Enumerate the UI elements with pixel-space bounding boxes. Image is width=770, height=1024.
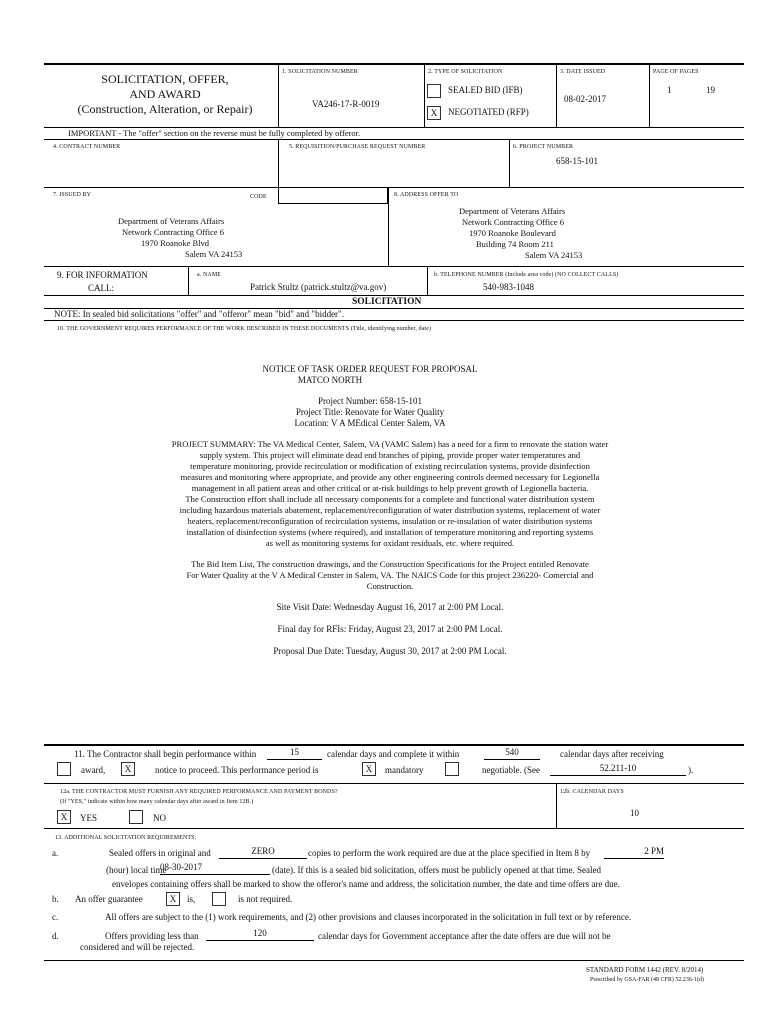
- solicitation-number-label: 1. SOLICITATION NUMBER: [282, 69, 358, 75]
- address-line4: Building 74 Room 211: [476, 239, 554, 249]
- divider: [424, 63, 425, 127]
- for-information-label: 9. FOR INFORMATION: [57, 270, 148, 280]
- code-label: CODE: [250, 194, 267, 200]
- divider: [44, 828, 744, 829]
- telephone-number: 540-983-1048: [483, 282, 534, 292]
- item-b-text1: An offer guarantee: [75, 894, 143, 904]
- divider: [509, 139, 510, 187]
- divider: [44, 139, 744, 140]
- date-issued-label: 3. DATE ISSUED: [560, 69, 606, 75]
- divider: [44, 783, 744, 784]
- project-number-text: Project Number: 658-15-101: [318, 396, 422, 406]
- sealed-bid-label: SEALED BID (IFB): [448, 85, 523, 95]
- requisition-number-label: 5. REQUISITION/PURCHASE REQUEST NUMBER: [289, 144, 426, 150]
- issued-by-line4: Salem VA 24153: [185, 249, 243, 259]
- rfi-date: Final day for RFIs: Friday, August 23, 2017 at 2:00 PM Local.: [277, 624, 503, 634]
- location-text: Location: V A MEdical Center Salem, VA: [294, 418, 446, 428]
- box10-label: 10. THE GOVERNMENT REQUIRES PERFORMANCE OF THE WORK DESCRIBED IN THESE DOCUMENTS (Title, identifying number, date): [57, 326, 432, 332]
- address-line3: 1970 Roanoke Boulevard: [469, 228, 556, 238]
- notice-subtitle: MATCO NORTH: [297, 375, 363, 385]
- divider: [278, 63, 279, 127]
- divider: [44, 320, 744, 321]
- site-visit-date: Site Visit Date: Wednesday August 16, 2017 at 2:00 PM Local.: [276, 602, 504, 612]
- bid-items-paragraph: The Bid Item List, The construction drawings, and the Construction Specifications for the Project entitled Renovate For Water Quality at the V A Medical Censter in Salem, VA. The NAICS Code for this project 236220- Comercial and Construction.: [186, 559, 594, 591]
- item-c-letter: c.: [52, 912, 59, 922]
- address-offer-label: 8. ADDRESS OFFER TO: [394, 192, 459, 198]
- date-issued: 08-02-2017: [564, 94, 606, 104]
- issued-by-label: 7. ISSUED BY: [53, 192, 92, 198]
- see-clause-reference[interactable]: 52.211-10: [550, 763, 686, 776]
- proposal-due-date: Proposal Due Date: Tuesday, August 30, 2017 at 2:00 PM Local.: [273, 646, 507, 656]
- box11-blank-checkbox[interactable]: [57, 762, 71, 776]
- item-a-text3: (hour) local time: [106, 865, 167, 875]
- address-line5: Salem VA 24153: [525, 250, 583, 260]
- contact-name: Patrick Stultz (patrick.stultz@va.gov): [250, 282, 387, 292]
- acceptance-days-field[interactable]: 120: [206, 928, 314, 941]
- negotiable-label: negotiable. (See: [482, 765, 540, 775]
- box11-close: ).: [688, 765, 694, 775]
- address-line1: Department of Veterans Affairs: [459, 206, 566, 216]
- due-time-field[interactable]: 2 PM: [604, 846, 664, 859]
- important-notice: IMPORTANT - The "offer" section on the reverse must be fully completed by offeror.: [68, 128, 361, 138]
- mandatory-checkbox[interactable]: X: [362, 762, 376, 776]
- bonds-no-label: NO: [153, 813, 166, 823]
- start-days[interactable]: 15: [267, 747, 322, 760]
- divider: [278, 139, 279, 187]
- issued-by-line1: Department of Veterans Affairs: [118, 216, 225, 226]
- name-label: a. NAME: [197, 272, 222, 278]
- box11-text3: calendar days after receiving: [560, 749, 664, 759]
- complete-days[interactable]: 540: [484, 747, 540, 760]
- divider: [44, 266, 744, 267]
- sealed-bid-checkbox[interactable]: [427, 84, 441, 98]
- address-line2: Network Contracting Office 6: [462, 217, 565, 227]
- form-title-line2: AND AWARD: [129, 87, 201, 101]
- item-a-text4: (date). If this is a sealed bid solicitation, offers must be publicly opened at that time. Sealed: [272, 865, 601, 875]
- form-title-line3: (Construction, Alteration, or Repair): [77, 102, 253, 116]
- box12a-sublabel: (If "YES," indicate within how many calendar days after award in Item 12B.): [60, 799, 254, 805]
- copies-field[interactable]: ZERO: [219, 846, 307, 859]
- due-date-field[interactable]: 08-30-2017: [160, 862, 270, 875]
- divider: [44, 295, 744, 296]
- item-b-letter: b.: [52, 894, 59, 904]
- code-field[interactable]: [278, 187, 388, 204]
- notice-title: NOTICE OF TASK ORDER REQUEST FOR PROPOSAL: [262, 364, 478, 374]
- divider: [188, 266, 189, 295]
- guarantee-not-checkbox[interactable]: [212, 892, 226, 906]
- item-a-text1: Sealed offers in original and: [109, 848, 211, 858]
- divider: [556, 63, 557, 127]
- divider: [44, 744, 744, 746]
- note-text: NOTE: In sealed bid solicitations "offer" and "offeror" mean "bid" and "bidder".: [54, 309, 344, 319]
- item-d-text1: Offers providing less than: [105, 931, 199, 941]
- page-number: 1: [667, 85, 672, 95]
- bonds-no-checkbox[interactable]: [129, 810, 143, 824]
- box12a-label: 12a. THE CONTRACTOR MUST FURNISH ANY REQUIRED PERFORMANCE AND PAYMENT BONDS?: [60, 789, 338, 795]
- form-title-line1: SOLICITATION, OFFER,: [101, 72, 229, 86]
- project-number-label: 6. PROJECT NUMBER: [513, 144, 574, 150]
- divider: [427, 266, 428, 295]
- negotiable-checkbox[interactable]: [445, 762, 459, 776]
- item-d-text3: considered and will be rejected.: [80, 942, 195, 952]
- divider: [649, 63, 650, 127]
- calendar-days-label: 12b. CALENDAR DAYS: [560, 789, 624, 795]
- calendar-days-value: 10: [630, 808, 639, 818]
- divider: [44, 187, 744, 188]
- form-identifier: STANDARD FORM 1442 (REV. 8/2014): [586, 966, 704, 974]
- box13-label: 13. ADDITIONAL SOLICITATION REQUIREMENTS:: [55, 835, 197, 841]
- notice-to-proceed-checkbox[interactable]: X: [121, 762, 135, 776]
- issued-by-line3: 1970 Roanoke Blvd: [141, 238, 209, 248]
- item-a-letter: a.: [52, 848, 59, 858]
- solicitation-number: VA246-17-R-0019: [312, 99, 380, 109]
- page-of-pages-label: PAGE OF PAGES: [653, 69, 699, 75]
- guarantee-is-checkbox[interactable]: X: [166, 892, 180, 906]
- negotiated-checkbox[interactable]: X: [427, 106, 441, 120]
- item-a-text5: envelopes containing offers shall be marked to show the offeror's name and address, the solicitation number, the date and time offers are due.: [112, 879, 620, 889]
- item-d-letter: d.: [52, 931, 59, 941]
- issued-by-line2: Network Contracting Office 6: [122, 227, 225, 237]
- solicitation-heading: SOLICITATION: [352, 297, 422, 307]
- type-of-solicitation-label: 2. TYPE OF SOLICITATION: [428, 69, 503, 75]
- mandatory-label: mandatory: [385, 765, 424, 775]
- prescribed-by: Prescribed by GSA-FAR (48 CFR) 52.236-1(d): [590, 977, 704, 983]
- box11-text2: calendar days and complete it within: [327, 749, 460, 759]
- item-a-text2: copies to perform the work required are due at the place specified in Item 8 by: [308, 848, 591, 858]
- bonds-yes-checkbox[interactable]: X: [57, 810, 71, 824]
- form-top-border: [44, 63, 744, 65]
- divider: [388, 187, 389, 266]
- project-number: 658-15-101: [556, 156, 598, 166]
- project-summary: PROJECT SUMMARY: The VA Medical Center, Salem, VA (VAMC Salem) has a need for a firm to renovate the station water supply system. This project will eliminate dead end branches of piping, provide proper water temperatures and temperature monitoring, provide recirculation or modification of existing recirculation systems, provide disinfection measures and monitoring where appropriate, and provide any other engineering controls deemed necessary for Legionella management in all patient areas and other critical or at-risk buildings to help prevent growth of Legionella bacteria. The Construction effort shall include all necessary components for a complete and functional water distribution system including hazardous materials abatement, replacement/reconfiguration of water distribution systems, replacement of water heaters, replacement/reconfiguration of recirculation systems, insulation or re-insulation of water distribution systems installation of disinfection systems (where required), and installation of temperature monitoring and reporting systems as well as monitoring systems for oxidant residuals, etc. where required.: [171, 439, 609, 548]
- divider: [44, 960, 744, 961]
- call-label: CALL:: [88, 283, 114, 293]
- total-pages: 19: [706, 85, 715, 95]
- award-label: award,: [81, 765, 106, 775]
- item-c-text: All offers are subject to the (1) work requirements, and (2) other provisions and clauses incorporated in the solicitation in full text or by reference.: [105, 912, 632, 922]
- contract-number-label: 4. CONTRACT NUMBER: [53, 144, 121, 150]
- bonds-yes-label: YES: [80, 813, 98, 823]
- guarantee-is-label: is,: [187, 894, 196, 904]
- box11-text1: 11. The Contractor shall begin performance within: [74, 749, 257, 759]
- negotiated-label: NEGOTIATED (RFP): [448, 107, 529, 117]
- telephone-label: b. TELEPHONE NUMBER (Include area code) (NO COLLECT CALLS): [434, 272, 619, 278]
- notice-to-proceed-text: notice to proceed. This performance period is: [155, 765, 319, 775]
- divider: [556, 783, 557, 828]
- item-d-text2: calendar days for Government acceptance after the date offers are due will not be: [318, 931, 611, 941]
- project-title-text: Project Title: Renovate for Water Quality: [295, 407, 445, 417]
- guarantee-not-label: is not required.: [238, 894, 293, 904]
